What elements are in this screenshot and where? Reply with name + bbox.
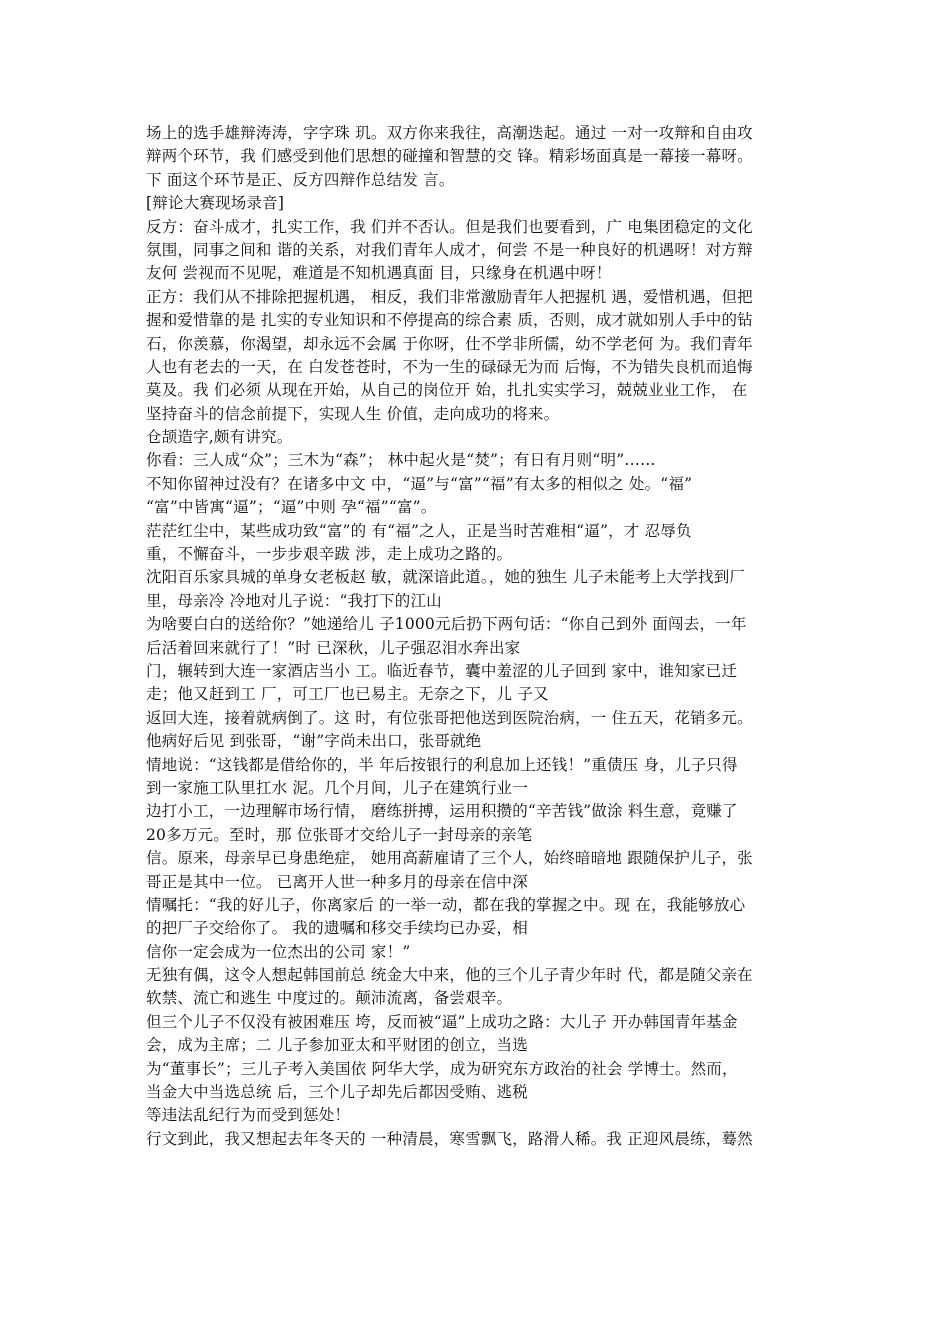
- text-line: 后活着回来就行了！”时 已深秋，儿子强忍泪水奔出家: [146, 638, 521, 657]
- text-line: 下 面这个环节是正、反方四辩作总结发 言。: [146, 170, 455, 189]
- text-line: 信你一定会成为一位杰出的公司 家！”: [146, 942, 411, 961]
- text-line: 行文到此，我又想起去年冬天的 一种清晨，寒雪飘飞，路滑人稀。我 正迎风晨练，蓦然: [146, 1129, 753, 1148]
- text-line: 返回大连，接着就病倒了。这 时，有位张哥把他送到医院治病，一 住五天，花销多元。: [146, 708, 753, 727]
- text-line: 里，母亲冷 冷地对儿子说：“我打下的江山: [146, 591, 442, 610]
- text-line: 无独有偶，这令人想起韩国前总 统金大中来，他的三个儿子青少年时 代，都是随父亲在: [146, 966, 753, 985]
- text-line: 情地说：“这钱都是借给你的，半 年后按银行的利息加上还钱！”重债压 身，儿子只得: [146, 755, 738, 774]
- text-line: 握和爱惜靠的是 扎实的专业知识和不停提高的综合素 质，否则，成才就如别人手中的钻: [146, 311, 753, 330]
- text-line: [辩论大赛现场录音]: [146, 194, 285, 213]
- text-line: 辩两个环节，我 们感受到他们思想的碰撞和智慧的交 锋。精彩场面真是一幕接一幕呀。: [146, 147, 753, 166]
- text-line: 信。原来，母亲早已身患绝症， 她用高薪雇请了三个人，始终暗暗地 跟随保护儿子，张: [146, 849, 753, 868]
- text-line: 等违法乱纪行为而受到惩处！: [146, 1106, 351, 1125]
- text-line: 沈阳百乐家具城的单身女老板赵 敏，就深谙此道。，她的独生 儿子未能考上大学找到厂: [146, 568, 746, 587]
- text-line: 石，你羡慕，你渴望，却永远不会属 于你呀，仕不学非所儒，幼不学老何 为。我们青年: [146, 334, 753, 353]
- text-line: 但三个儿子不仅没有被困难压 垮，反而被“逼”上成功之路：大儿子 开办韩国青年基金: [146, 1012, 738, 1031]
- text-line: 的把厂子交给你了。 我的遗嘱和移交手续均已办妥，相: [146, 919, 528, 938]
- text-line: 友何 尝视而不见呢，难道是不知机遇真面 目，只缘身在机遇中呀！: [146, 264, 612, 283]
- text-line: 反方：奋斗成才，扎实工作，我 们并不否认。但是我们也要看到，广 电集团稳定的文化: [146, 217, 753, 236]
- text-line: 坚持奋斗的信念前提下，实现人生 价值，走向成功的将来。: [146, 404, 560, 423]
- text-line: 人也有老去的一天，在 白发苍苍时，不为一生的碌碌无为而 后悔，不为错失良机而追悔: [146, 357, 753, 376]
- text-line: 软禁、流亡和逃生 中度过的。颠沛流离，备尝艰辛。: [146, 989, 513, 1008]
- text-line: 当金大中当选总统 后，三个儿子却先后都因受贿、逃税: [146, 1083, 528, 1102]
- text-line: 正方：我们从不排除把握机遇， 相反，我们非常激励青年人把握机 遇，爱惜机遇，但把: [146, 287, 753, 306]
- text-line: 20多万元。至时，那 位张哥才交给儿子一封母亲的亲笔: [146, 825, 533, 844]
- text-line: 场上的选手雄辩涛涛，字字珠 玑。双方你来我往，高潮迭起。通过 一对一攻辩和自由攻: [146, 124, 753, 142]
- text-line: 会，成为主席；二 儿子参加亚太和平财团的创立，当选: [146, 1036, 528, 1055]
- document-body: [146, 122, 810, 1151]
- text-line: 重，不懈奋斗，一步步艰辛跋 涉，走上成功之路的。: [146, 545, 513, 564]
- text-line: 茫茫红尘中，某些成功致“富”的 有“福”之人，正是当时苦难相“逼”，才 忍辱负: [146, 521, 692, 540]
- text-line: 门，辗转到大连一家酒店当小 工。临近春节，囊中羞涩的儿子回到 家中，谁知家已迁: [146, 661, 738, 680]
- text-line: 你看：三人成“众”；三木为“森”； 林中起火是“焚”；有日有月则“明”……: [146, 451, 656, 470]
- text-line: 走；他又赶到工 厂，可工厂也已易主。无奈之下，儿 子又: [146, 685, 549, 704]
- text-line: 不知你留神过没有？在诸多中文 中，“逼”与“富”“福”有太多的相似之 处。“福”: [146, 474, 693, 493]
- text-line: 为啥要白白的送给你？”她递给儿 子1000元后扔下两句话：“你自己到外 面闯去，一年: [146, 615, 747, 634]
- text-line: 氛围，同事之间和 谐的关系，对我们青年人成才，何尝 不是一种良好的机遇呀！对方辩: [146, 240, 753, 259]
- text-line: 他病好后见 到张哥，“谢”字尚未出口，张哥就绝: [146, 732, 482, 751]
- text-line: 为“董事长”；三儿子考入美国依 阿华大学，成为研究东方政治的社会 学博士。然而，: [146, 1059, 738, 1078]
- text-line: 哥正是其中一位。 已离开人世一种多月的母亲在信中深: [146, 872, 528, 891]
- text-line: 莫及。我 们必须 从现在开始，从自己的岗位开 始，扎扎实实学习，兢兢业业工作， 在: [146, 381, 748, 400]
- text-line: 仓颉造字,颇有讲究。: [146, 428, 293, 447]
- text-line: 情嘱托：“我的好儿子，你离家后 的一举一动，都在我的掌握之中。现 在，我能够放心: [146, 895, 746, 914]
- text-line: 边打小工，一边理解市场行情， 磨练拼搏，运用积攒的“辛苦钱”做涂 料生意，竟赚了: [146, 802, 738, 821]
- text-line: 到一家施工队里扛水 泥。几个月间，儿子在建筑行业一: [146, 778, 528, 797]
- text-line: “富”中皆寓“逼”；“逼”中则 孕“福”“富”。: [146, 498, 437, 517]
